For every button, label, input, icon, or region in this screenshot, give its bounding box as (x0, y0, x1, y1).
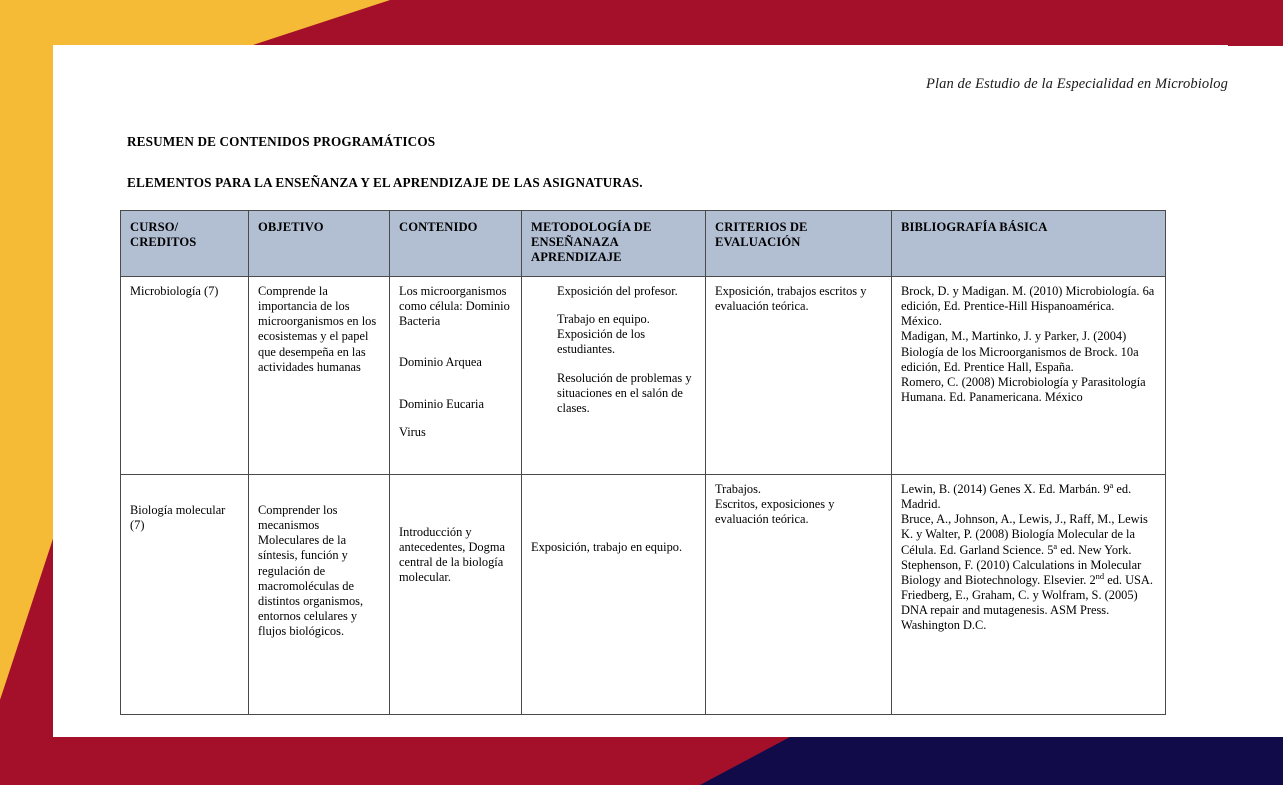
column-header-curso-creditos (121, 211, 249, 277)
cell-criterios: Exposición, trabajos escritos y evaluación teórica. (706, 277, 892, 475)
cell-criterios (706, 475, 892, 715)
cell-curso: Microbiología (7) (121, 277, 249, 475)
header-line: ENSEÑANAZA (531, 235, 619, 250)
column-header-objetivo: OBJETIVO (249, 211, 390, 277)
bibliography-entry: Friedberg, E., Graham, C. y Wolfram, S. (2005) DNA repair and mutagenesis. ASM Press. Washington D.C. (901, 587, 1138, 633)
contenido-group: Dominio Eucaria (399, 396, 484, 411)
table-row (121, 277, 1166, 475)
cell-curso: Biología molecular (7) (121, 475, 249, 715)
cell-contenido (390, 277, 522, 475)
document-headings (127, 134, 1027, 191)
bibliography-entry: Lewin, B. (2014) Genes X. Ed. Marbán. 9$^a$ ed. Madrid. (901, 479, 1132, 512)
metodologia-item: Exposición del profesor. (557, 284, 678, 298)
cell-objetivo: Comprende la importancia de los microorganismos en los ecosistemas y el papel que desempeña en las actividades humanas (249, 277, 390, 475)
bibliography-entry: Madigan, M., Martinko, J. y Parker, J. (2004) Biología de los Microorganismos de Brock. 10a edición, Ed. Prentice Hall, España. (901, 329, 1139, 374)
contenido-group: Dominio Arquea (399, 355, 482, 370)
header-line: EVALUACIÓN (715, 235, 801, 250)
column-header-bibliografia: BIBLIOGRAFÍA BÁSICA (892, 211, 1166, 277)
contenido-group: Los microorganismos como célula: Dominio Bacteria (399, 284, 510, 329)
criterios-line: Trabajos. (715, 482, 762, 496)
cell-bibliografia (892, 277, 1166, 475)
ordinal-superscript: nd (1095, 570, 1105, 581)
header-line: CRITERIOS DE (715, 220, 808, 234)
running-head: Plan de Estudio de la Especialidad en Microbiolog (926, 76, 1228, 92)
ordinal-superscript: a (1109, 479, 1114, 490)
header-line: METODOLOGÍA DE (531, 220, 652, 234)
header-line: CURSO/ (130, 220, 179, 234)
column-header-criterios (706, 211, 892, 277)
header-line: CREDITOS (130, 235, 197, 250)
bibliography-entry: Stephenson, F. (2010) Calculations in Molecular Biology and Biotechnology. Elsevier. 2nd ed. USA. (901, 557, 1153, 587)
column-header-metodologia (522, 211, 706, 277)
cell-bibliografia (892, 475, 1166, 715)
criterios-line: Escritos, exposiciones y evaluación teórica. (715, 497, 835, 527)
page-title: RESUMEN DE CONTENIDOS PROGRAMÁTICOS (127, 134, 436, 149)
metodologia-item: Trabajo en equipo. Exposición de los estudiantes. (557, 312, 650, 357)
cell-objetivo: Comprender los mecanismos Moleculares de la síntesis, función y regulación de macromoléculas de distintos organismos, entornos celulares y flujos biológicos. (249, 475, 390, 715)
navy-shape (700, 737, 1283, 785)
bibliography-entry: Bruce, A., Johnson, A., Lewis, J., Raff, M., Lewis K. y Walter, P. (2008) Biología Molecular de la Célula. Ed. Garland Science. 5$^a$ ed. New York. (901, 512, 1148, 557)
cell-metodologia (522, 277, 706, 475)
curriculum-table (120, 210, 1166, 715)
contenido-group: Virus (399, 424, 426, 439)
metodologia-item: Exposición, trabajo en equipo. (531, 540, 683, 554)
metodologia-item: Resolución de problemas y situaciones en el salón de clases. (557, 370, 692, 415)
cell-metodologia (522, 475, 706, 715)
ordinal-superscript: a (1053, 540, 1058, 551)
header-line: APRENDIZAJE (531, 250, 622, 265)
bibliography-entry: Brock, D. y Madigan. M. (2010) Microbiología. 6a edición, Ed. Prentice-Hill Hispanoamérica. México. (901, 284, 1155, 329)
bibliography-entry: Romero, C. (2008) Microbiología y Parasitología Humana. Ed. Panamericana. México (901, 374, 1146, 404)
column-header-contenido: CONTENIDO (390, 211, 522, 277)
table-header-row (121, 211, 1166, 277)
cell-contenido: Introducción y antecedentes, Dogma central de la biología molecular. (390, 475, 522, 715)
document-page (53, 45, 1228, 737)
table-row (121, 475, 1166, 715)
page-subtitle: ELEMENTOS PARA LA ENSEÑANZA Y EL APRENDIZAJE DE LAS ASIGNATURAS. (127, 175, 643, 190)
